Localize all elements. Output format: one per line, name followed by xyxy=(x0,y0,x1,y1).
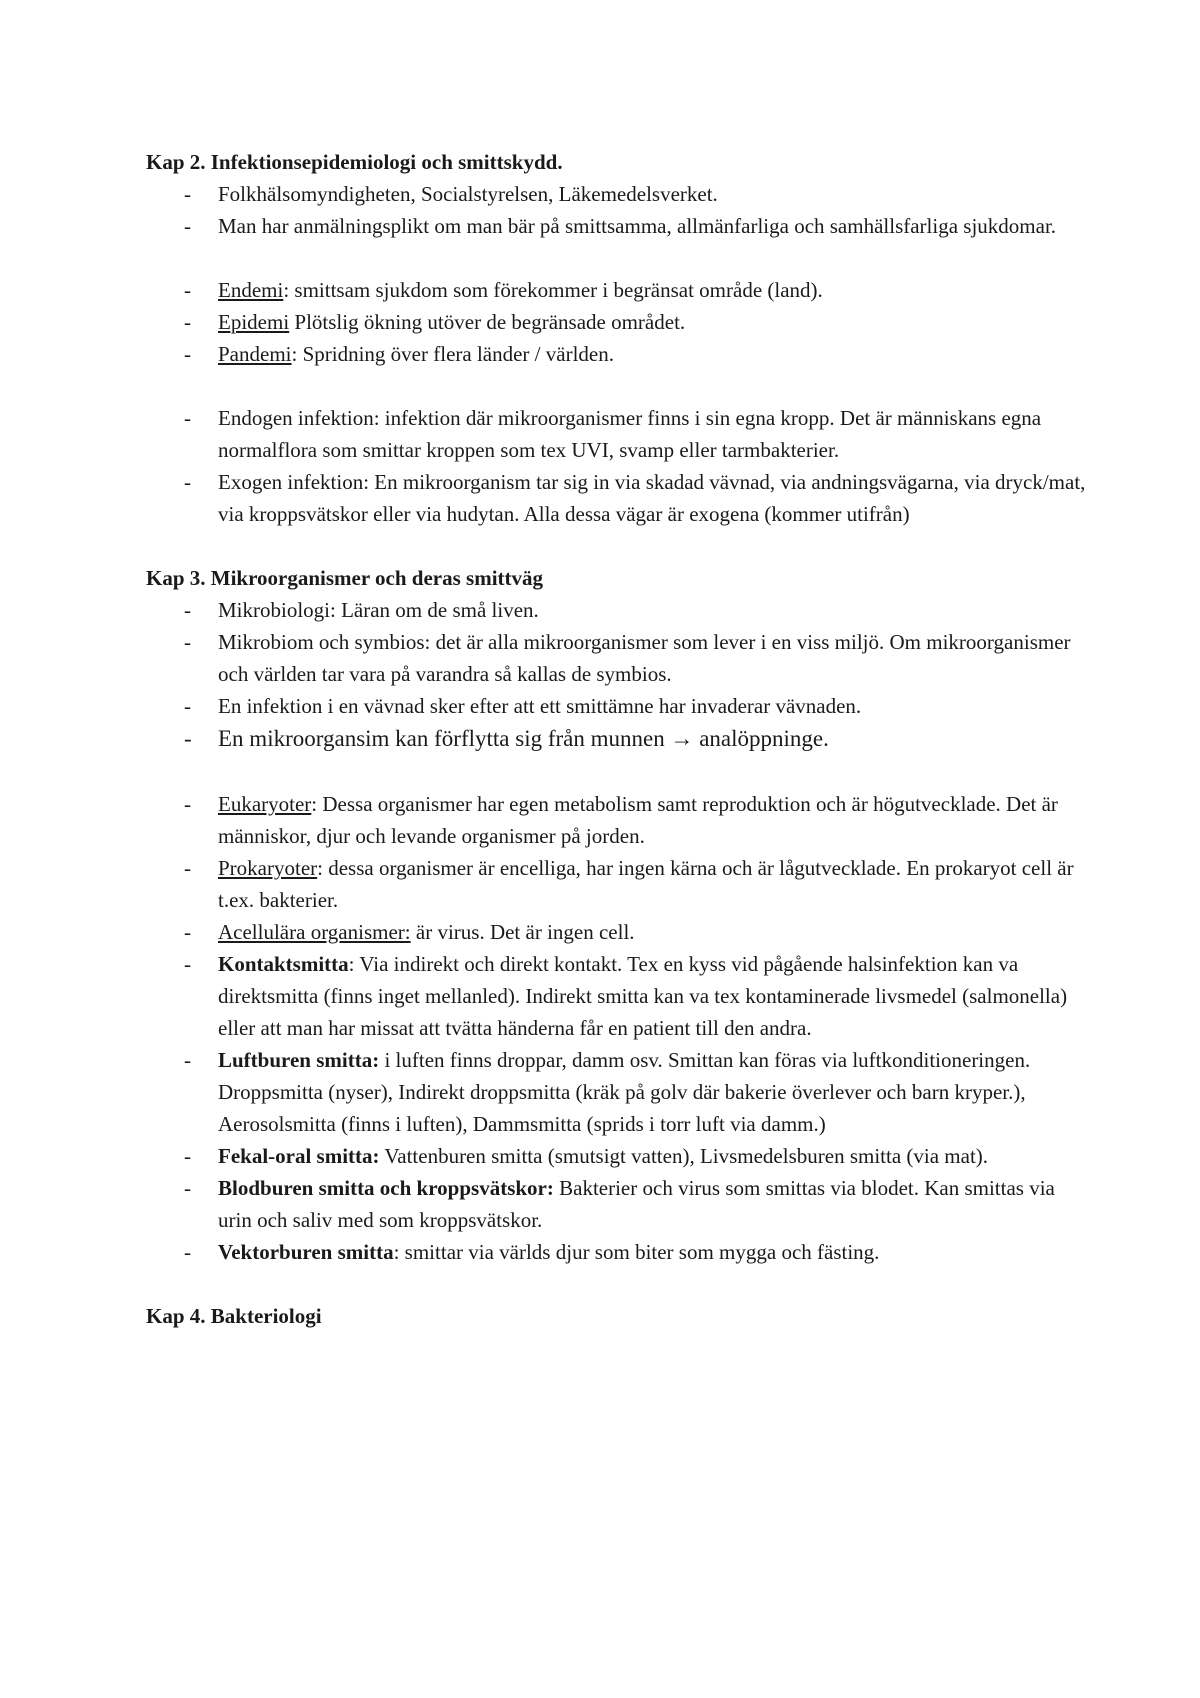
bullet-dash: - xyxy=(184,1144,191,1168)
item-term: Endemi xyxy=(218,278,284,302)
bullet-list xyxy=(146,274,1086,370)
bullet-dash: - xyxy=(184,1176,191,1200)
bullet-dash: - xyxy=(184,726,192,751)
item-term: Blodburen smitta och kroppsvätskor: xyxy=(218,1176,554,1200)
bullet-list xyxy=(146,178,1086,242)
list-item xyxy=(146,402,1086,466)
list-item xyxy=(146,1140,1086,1172)
section-gap xyxy=(146,530,1086,562)
list-item xyxy=(146,788,1086,852)
item-term: Fekal-oral smitta: xyxy=(218,1144,380,1168)
item-text: : smittsam sjukdom som förekommer i begränsat område (land). xyxy=(283,278,823,302)
item-text: Mikrobiom och symbios: det är alla mikroorganismer som lever i en viss miljö. Om mikroorganismer och världen tar vara på varandra så kallas de symbios. xyxy=(218,630,1071,686)
item-text: i luften finns droppar, damm osv. Smittan kan föras via luftkonditioneringen. Droppsmitta (nyser), Indirekt droppsmitta (kräk på golv där bakerie överlever och barn kryper.), Aerosolsmitta (finns i luften), Dammsmitta (sprids i torr luft via damm.) xyxy=(218,1048,1031,1136)
bullet-dash: - xyxy=(184,630,191,654)
bullet-list xyxy=(146,788,1086,1268)
bullet-list xyxy=(146,594,1086,756)
item-text: : Spridning över flera länder / världen. xyxy=(291,342,614,366)
list-item xyxy=(146,1236,1086,1268)
bullet-dash: - xyxy=(184,1048,191,1072)
item-text: : dessa organismer är encelliga, har ingen kärna och är lågutvecklade. En prokaryot cell är t.ex. bakterier. xyxy=(218,856,1074,912)
list-item xyxy=(146,466,1086,530)
item-term: Vektorburen smitta xyxy=(218,1240,394,1264)
paragraph-gap xyxy=(146,756,1086,788)
list-item xyxy=(146,210,1086,242)
list-item xyxy=(146,274,1086,306)
section-gap xyxy=(146,1268,1086,1300)
item-text: : Via indirekt och direkt kontakt. Tex en kyss vid pågående halsinfektion kan va direktsmitta (finns inget mellanled). Indirekt smitta kan va tex kontaminerade livsmedel (salmonella) eller att man har missat att tvätta händerna får en patient till den andra. xyxy=(218,952,1068,1040)
paragraph-gap xyxy=(146,370,1086,402)
bullet-dash: - xyxy=(184,342,191,366)
bullet-dash: - xyxy=(184,406,191,430)
list-item xyxy=(146,690,1086,722)
bullet-list xyxy=(146,402,1086,530)
list-item xyxy=(146,1172,1086,1236)
item-term: Acellulära organismer: xyxy=(218,920,411,944)
list-item xyxy=(146,722,1086,756)
bullet-dash: - xyxy=(184,182,191,206)
bullet-dash: - xyxy=(184,952,191,976)
bullet-dash: - xyxy=(184,1240,191,1264)
item-text: Folkhälsomyndigheten, Socialstyrelsen, Läkemedelsverket. xyxy=(218,182,718,206)
item-text: Mikrobiologi: Läran om de små liven. xyxy=(218,598,539,622)
bullet-dash: - xyxy=(184,856,191,880)
item-text: Exogen infektion: En mikroorganism tar sig in via skadad vävnad, via andningsvägarna, via dryck/mat, via kroppsvätskor eller via hudytan. Alla dessa vägar är exogena (kommer utifrån) xyxy=(218,470,1086,526)
list-item xyxy=(146,626,1086,690)
item-text: En infektion i en vävnad sker efter att ett smittämne har invaderar vävnaden. xyxy=(218,694,862,718)
list-item xyxy=(146,852,1086,916)
list-item xyxy=(146,178,1086,210)
item-text: Vattenburen smitta (smutsigt vatten), Livsmedelsburen smitta (via mat). xyxy=(379,1144,989,1168)
bullet-dash: - xyxy=(184,792,191,816)
list-item xyxy=(146,306,1086,338)
item-text: En mikroorgansim kan förflytta sig från munnen → analöppninge. xyxy=(218,726,829,751)
list-item xyxy=(146,948,1086,1044)
item-term: Pandemi xyxy=(218,342,292,366)
item-text: Man har anmälningsplikt om man bär på smittsamma, allmänfarliga och samhällsfarliga sjukdomar. xyxy=(218,214,1057,238)
item-term: Kontaktsmitta xyxy=(218,952,349,976)
bullet-dash: - xyxy=(184,598,191,622)
section-heading: Kap 2. Infektionsepidemiologi och smittskydd. xyxy=(146,150,563,174)
document-page xyxy=(146,146,1086,1332)
item-term: Prokaryoter xyxy=(218,856,318,880)
bullet-dash: - xyxy=(184,470,191,494)
item-term: Eukaryoter xyxy=(218,792,312,816)
section-heading: Kap 4. Bakteriologi xyxy=(146,1304,322,1328)
item-text: : Dessa organismer har egen metabolism samt reproduktion och är högutvecklade. Det är människor, djur och levande organismer på jorden. xyxy=(218,792,1058,848)
item-text: Endogen infektion: infektion där mikroorganismer finns i sin egna kropp. Det är människans egna normalflora som smittar kroppen som tex UVI, svamp eller tarmbakterier. xyxy=(218,406,1042,462)
list-item xyxy=(146,916,1086,948)
bullet-dash: - xyxy=(184,694,191,718)
item-text: Bakterier och virus som smittas via blodet. Kan smittas via urin och saliv med som kroppsvätskor. xyxy=(218,1176,1055,1232)
bullet-dash: - xyxy=(184,920,191,944)
list-item xyxy=(146,594,1086,626)
item-text: : smittar via världs djur som biter som mygga och fästing. xyxy=(393,1240,880,1264)
item-term: Epidemi xyxy=(218,310,290,334)
item-text: är virus. Det är ingen cell. xyxy=(410,920,635,944)
item-text: Plötslig ökning utöver de begränsade området. xyxy=(289,310,686,334)
list-item xyxy=(146,338,1086,370)
section-heading: Kap 3. Mikroorganismer och deras smittväg xyxy=(146,566,544,590)
bullet-dash: - xyxy=(184,214,191,238)
paragraph-gap xyxy=(146,242,1086,274)
bullet-dash: - xyxy=(184,278,191,302)
bullet-dash: - xyxy=(184,310,191,334)
item-term: Luftburen smitta: xyxy=(218,1048,380,1072)
list-item xyxy=(146,1044,1086,1140)
